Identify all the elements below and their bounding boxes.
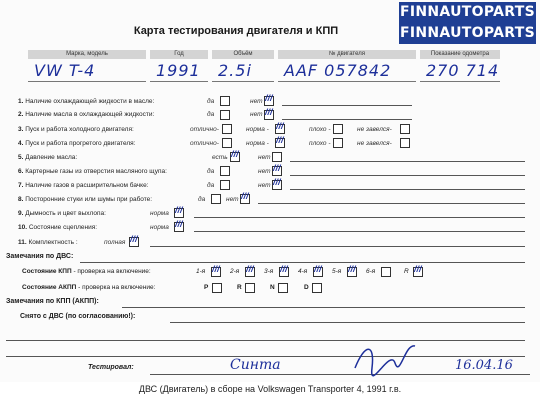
gear-label: R — [404, 268, 409, 275]
akpp-state-label: Состояние АКПП - проверка на включение: — [22, 284, 156, 291]
checkbox-no[interactable] — [272, 152, 282, 162]
value-year: 1991 — [150, 60, 208, 82]
gear-label: 5-я — [332, 268, 342, 275]
checkbox-not-started[interactable] — [400, 138, 410, 148]
option-no-label: нет — [258, 182, 271, 189]
value-volume: 2.5i — [212, 60, 274, 82]
answer-line — [194, 231, 525, 232]
option-yes-label: да — [207, 98, 215, 105]
checkbox-akpp[interactable] — [278, 283, 288, 293]
checkbox-yes[interactable] — [220, 96, 230, 106]
col-header-make: Марка, модель — [28, 50, 146, 59]
option-normal-label: норма — [150, 224, 169, 231]
answer-line — [282, 105, 412, 106]
answer-line — [80, 262, 525, 263]
check-row: 5. Давление масла: — [18, 154, 78, 161]
checkbox-gear[interactable] — [381, 267, 391, 277]
option-bad-label: плохо - — [309, 126, 331, 133]
kpp-state-label: Состояние КПП - проверка на включение: — [22, 268, 151, 275]
col-header-year: Год — [150, 50, 208, 59]
checkbox-normal[interactable] — [275, 124, 285, 134]
check-row: 10. Состояние сцепления: — [18, 224, 98, 231]
tester-signature: Синта — [230, 357, 281, 373]
checkbox-akpp[interactable] — [245, 283, 255, 293]
option-normal-label: норма - — [246, 140, 269, 147]
check-row: 11. Комплектность : — [18, 239, 78, 246]
checkbox-no[interactable] — [240, 194, 250, 204]
option-present-label: есть — [212, 154, 228, 161]
checkbox-yes[interactable] — [220, 180, 230, 190]
value-make: VW T-4 — [28, 60, 146, 82]
checkbox-excellent[interactable] — [222, 138, 232, 148]
card-title: Карта тестирования двигателя и КПП — [133, 25, 339, 37]
checkbox-excellent[interactable] — [222, 124, 232, 134]
checkbox-akpp[interactable] — [212, 283, 222, 293]
watermark-logo: FINNAUTOPARTS — [399, 2, 536, 23]
answer-line — [6, 340, 525, 341]
test-date: 16.04.16 — [455, 358, 513, 373]
option-full-label: полная — [104, 239, 126, 246]
checkbox-yes[interactable] — [220, 166, 230, 176]
answer-line — [258, 203, 525, 204]
gear-label: 1-я — [196, 268, 206, 275]
checkbox-no[interactable] — [264, 110, 274, 120]
option-no-label: нет — [258, 154, 271, 161]
section-kpp-notes: Замечания по КПП (АКПП): — [6, 298, 99, 305]
col-header-engine-no: № двигателя — [278, 50, 416, 59]
checkbox-gear[interactable] — [413, 267, 423, 277]
photo-caption: ДВС (Двигатель) в сборе на Volkswagen Transporter 4, 1991 г.в. — [138, 384, 402, 394]
col-header-odometer: Показание одометра — [420, 50, 500, 59]
option-normal-label: норма - — [246, 126, 269, 133]
option-excellent-label: отлично- — [190, 140, 219, 147]
akpp-position-label: N — [270, 284, 275, 291]
checkbox-gear[interactable] — [279, 267, 289, 277]
gear-label: 3-я — [264, 268, 274, 275]
akpp-position-label: D — [304, 284, 309, 291]
option-yes-label: да — [207, 111, 215, 118]
option-no-label: нет — [250, 111, 263, 118]
checkbox-bad[interactable] — [333, 138, 343, 148]
answer-line — [150, 246, 525, 247]
akpp-position-label: P — [204, 284, 209, 291]
answer-line — [290, 161, 525, 162]
checkbox-normal[interactable] — [275, 138, 285, 148]
check-row: 9. Дымность и цвет выхлопа: — [18, 210, 106, 217]
option-no-label: нет — [250, 98, 263, 105]
checkbox-gear[interactable] — [211, 267, 221, 277]
check-row: 6. Картерные газы из отверстия масляного щупа: — [18, 168, 167, 175]
checkbox-no[interactable] — [264, 96, 274, 106]
checkbox-gear[interactable] — [245, 267, 255, 277]
option-not-started-label: не завелся- — [357, 126, 392, 133]
checkbox-full[interactable] — [129, 237, 139, 247]
option-no-label: нет — [226, 196, 239, 203]
checkbox-gear[interactable] — [313, 267, 323, 277]
checkbox-yes[interactable] — [211, 194, 221, 204]
option-bad-label: плохо - — [309, 140, 331, 147]
answer-line — [122, 307, 525, 308]
tested-by-label: Тестировал: — [88, 364, 134, 371]
gear-label: 2-я — [230, 268, 240, 275]
option-excellent-label: отлично- — [190, 126, 219, 133]
answer-line — [282, 119, 412, 120]
answer-line — [290, 175, 525, 176]
check-row: 1. Наличие охлаждающей жидкости в масле: — [18, 98, 155, 105]
watermark-logo: FINNAUTOPARTS — [399, 23, 536, 44]
value-odometer: 270 714 — [420, 60, 500, 82]
section-removed: Снято с ДВС (по согласованию!): — [20, 313, 136, 320]
checkbox-gear[interactable] — [347, 267, 357, 277]
checkbox-normal[interactable] — [174, 222, 184, 232]
answer-line — [170, 322, 525, 323]
check-row: 4. Пуск и работа прогретого двигателя: — [18, 140, 136, 147]
handwritten-signature-icon — [350, 338, 420, 378]
checkbox-no[interactable] — [272, 166, 282, 176]
option-yes-label: да — [207, 168, 215, 175]
check-row: 3. Пуск и работа холодного двигателя: — [18, 126, 134, 133]
checkbox-normal[interactable] — [174, 208, 184, 218]
section-engine-notes: Замечания по ДВС: — [6, 253, 74, 260]
value-engine-no: AAF 057842 — [278, 60, 416, 82]
option-normal-label: норма — [150, 210, 169, 217]
checkbox-present[interactable] — [230, 152, 240, 162]
option-yes-label: да — [207, 182, 215, 189]
checkbox-yes[interactable] — [220, 110, 230, 120]
option-not-started-label: не завелся- — [357, 140, 392, 147]
check-row: 8. Посторонние стуки или шумы при работе: — [18, 196, 153, 203]
answer-line — [290, 189, 525, 190]
check-row: 7. Наличие газов в расширительном бачке: — [18, 182, 149, 189]
akpp-position-label: R — [237, 284, 242, 291]
checkbox-akpp[interactable] — [312, 283, 322, 293]
gear-label: 6-я — [366, 268, 376, 275]
check-row: 2. Наличие масла в охлаждающей жидкости: — [18, 111, 155, 118]
gear-label: 4-я — [298, 268, 308, 275]
col-header-volume: Объём — [212, 50, 274, 59]
option-no-label: нет — [258, 168, 271, 175]
signature-line — [150, 374, 530, 375]
checkbox-no[interactable] — [272, 180, 282, 190]
checkbox-not-started[interactable] — [400, 124, 410, 134]
option-yes-label: да — [198, 196, 206, 203]
checkbox-bad[interactable] — [333, 124, 343, 134]
answer-line — [194, 217, 525, 218]
